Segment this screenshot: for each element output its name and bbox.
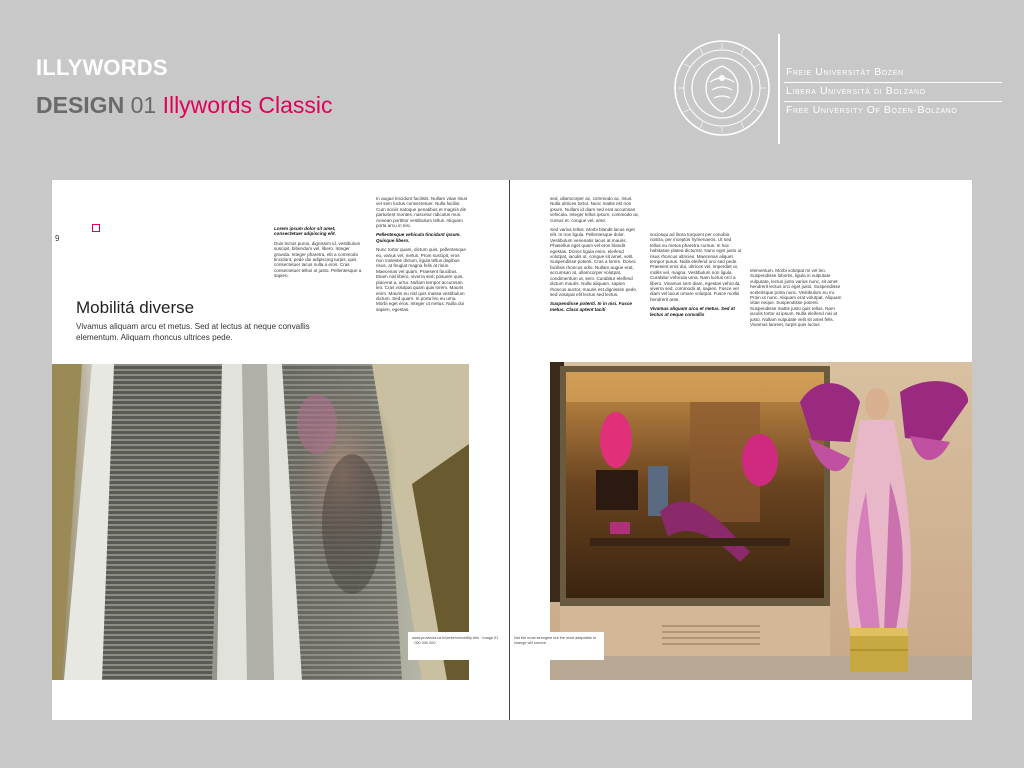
- subhead-bold: Suspendisse potenti. In in nisi. Fusce metus. Class aptent taciti: [550, 301, 632, 312]
- escalator-photo: [52, 364, 469, 680]
- text-column: [750, 268, 844, 360]
- left-page: [52, 180, 509, 720]
- photo-caption: Not the most strongest but the most adaptable to change will survive: [510, 632, 604, 660]
- body-text: Duis lectus purus, dignissim id, vestibulum suscipit, bibendum vel, libero. Integer gravida. Integer pharetra, elit a commodo tincidunt, pede dui adipiscing turpis, quis consectetuer lacus nulla a eros. Cras consectetuer tellus ut justo. Pellentesque a sapien.: [274, 240, 362, 279]
- text-column: [650, 232, 742, 362]
- design-name: Illywords Classic: [162, 92, 333, 118]
- body-text: sociosqu ad litora torquent per conubia nostra, per inceptos hymenaeos. Ut sed tellus eu metus pharetra cursus. In hac habitasse platea dictumst. Nunc eget justo ut risus rhoncus ultricies. Maecenas aliquet tempor purus. Nulla eleifend orci sed pede. Praesent eros dui, ultrices vel, imperdiet ut, mollis vel, magna. Vestibulum non ligula. Curabitur vehicula urna. Nam luctus orci a libero. Vivamus sem diam, egestas vehicula, viverra sed, commodo at, sapien. Fusce vel diam vel lacus ornare volutpat. Fusce mollis hendrerit ante.: [650, 232, 742, 302]
- subhead-bold: Vivamus aliquam arcu et metus. Sed at lectus at neque convallis: [650, 306, 735, 317]
- body-text: elementum. Morbi volutpat mi vel leo. Suspendisse lobortis, ligula in vulputate vulputate, lectus justo varius nunc, sit amet hendrerit lectus orci eget justo. Suspendisse scelerisque porta nunc. Vestibulum eu mi. Proin ut nunc. Aliquam erat volutpat. Aliquam vitae neque. Suspendisse potenti. Suspendisse mattis justo quis tellus. Nam iaculis tortor at ipsum. Nulla eleifend nisi at justo. Nullam vulputate velit sit amet felis. Vivamus laoreet, turpis quis luctus: [750, 268, 842, 328]
- university-rule: [784, 101, 1002, 102]
- design-number: 01: [130, 92, 157, 118]
- university-name-it: Libera Università di Bolzano: [786, 85, 926, 97]
- right-page: [510, 180, 972, 720]
- text-column: [274, 226, 364, 296]
- logo-divider: [778, 34, 780, 144]
- body-text: In augue tincidunt facilisis. Nullam vitae risus vel sem luctus consectetuer. Nulla facilisi. Cum sociis natoque penatibus et magnis dis parturient montes, nascetur ridiculus mus. Aenean porttitor vestibulum tellus. Aliquam porta arcu in nisi.: [376, 196, 468, 229]
- photo-caption: www.provincia.bz.it/verkehr/mobility.htm · Image 01 · 000 000 000: [408, 632, 504, 660]
- university-rule: [784, 82, 1002, 83]
- page-number: 9: [55, 234, 60, 243]
- subhead-bold: Pellentesque vehicula tincidunt ipsum. Quisque libero.: [376, 232, 461, 243]
- university-name-de: Freie Universität Bozen: [786, 66, 904, 78]
- body-text: Nunc tortor quam, dictum quis, pellentesque eu, varius vel, metus. Proin suscipit, eros non molestie dictum, ligula tellus dapibus risus, at feugiat magna felis at risus. Maecenas vel quam. Praesent faucibus. Etiam nisl libero, viverra sed, posuere quis, placerat a, urna. Nullam tempor accumsan leo. Cras volutpat quam quis lorem. Mauris enim. Mauris eu nisl quis massa vestibulum dictum. Sed quam. In porta leo eu urna. Morbi eget eros. Integer ut metus. Nulla dui sapien, egestas.: [376, 247, 466, 312]
- slide-subtitle: [36, 92, 333, 119]
- street-performer-photo: [550, 362, 972, 680]
- text-column: [376, 196, 468, 360]
- section-mark-icon: [92, 224, 100, 232]
- body-text: sed, ullamcorper ac, commodo ac, risus. Nulla ultrices tortor. Nunc mattis est non ipsum. Nullam id diam sed erat accumsan vehicula. Integer tellus ipsum, commodo ac, cursus et, congue vel, ante.: [550, 196, 640, 223]
- intro-bold: Lorem ipsum dolor sit amet, consectetuer adipiscing elit.: [274, 226, 336, 237]
- slide-title: ILLYWORDS: [36, 55, 168, 80]
- design-label: DESIGN: [36, 92, 125, 118]
- body-text: Sed varius tellus. Morbi blandit lacus eget elit. In non ligula. Pellentesque dolor. Vestibulum venenatis lacus at mauris. Phasellus eget quam vel eros blandit egestas. Donec ligula enim, eleifend volutpat, iaculis ut, congue sit amet, velit. Suspendisse potenti. Cras a lorem. Donec facilisis rhoncus odio. Nullam augue erat, accumsan at, ullamcorper volutpat, condimentum ut, sem. Curabitur eleifend dictum mauris. Nulla aliquam, sapien rhoncus auctor, mauris est dignissim pede, sed volutpat elit lectus sed lectus.: [550, 227, 638, 297]
- article-headline: Mobilitá diverse: [76, 298, 195, 317]
- article-deck: Vivamus aliquam arcu et metus. Sed at lectus at neque convallis elementum. Aliquam rhoncus ultrices pede.: [76, 322, 310, 342]
- magazine-spread: [52, 180, 972, 720]
- university-seal-logo: [672, 38, 772, 138]
- university-name-en: Free University Of Bozen·Bolzano: [786, 104, 958, 116]
- text-column: [550, 196, 640, 360]
